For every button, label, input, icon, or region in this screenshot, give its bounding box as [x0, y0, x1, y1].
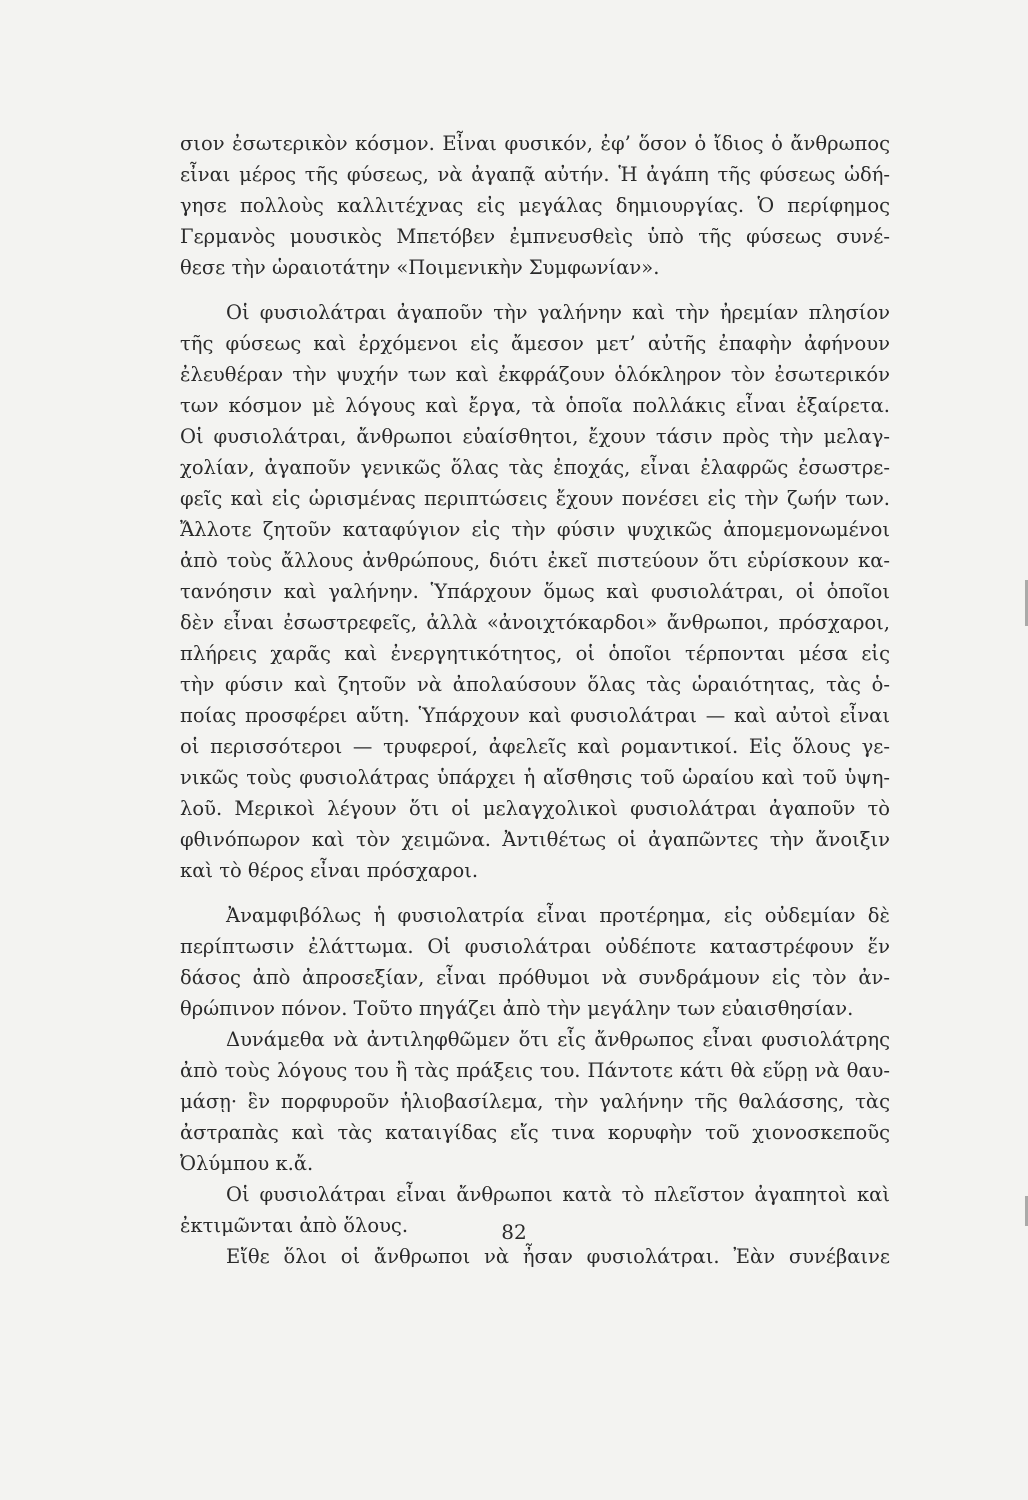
- text-line: δὲν εἶναι ἐσωστρεφεῖς, ἀλλὰ «ἀνοιχτόκαρδοι» ἄνθρωποι, πρόσχαροι,: [180, 611, 890, 634]
- text-line: τῆς φύσεως καὶ ἐρχόμενοι εἰς ἄμεσον μετ’ αὐτῆς ἐπαφὴν ἀφήνουν: [180, 332, 890, 355]
- text-line: πλήρεις χαρᾶς καὶ ἐνεργητικότητος, οἱ ὁποῖοι τέρπονται μέσα εἰς: [180, 642, 890, 665]
- text-line: Ἀναμφιβόλως ἡ φυσιολατρία εἶναι προτέρημα, εἰς οὐδεμίαν δὲ: [226, 904, 890, 927]
- text-line: λοῦ. Μερικοὶ λέγουν ὅτι οἱ μελαγχολικοὶ φυσιολάτραι ἀγαποῦν τὸ: [180, 797, 890, 820]
- paragraph: [180, 1241, 890, 1272]
- text-line: ἐκτιμῶνται ἀπὸ ὅλους.: [180, 1214, 409, 1237]
- paragraph: [180, 128, 890, 283]
- text-line: Εἴθε ὅλοι οἱ ἄνθρωποι νὰ ἦσαν φυσιολάτραι. Ἐὰν συνέβαινε: [226, 1245, 890, 1268]
- text-line: τανόησιν καὶ γαλήνην. Ὑπάρχουν ὅμως καὶ φυσιολάτραι, οἱ ὁποῖοι: [180, 580, 890, 603]
- text-line: Γερμανὸς μουσικὸς Μπετόβεν ἐμπνευσθεὶς ὑπὸ τῆς φύσεως συνέ-: [180, 225, 890, 248]
- text-line: σιον ἐσωτερικὸν κόσμον. Εἶναι φυσικόν, ἐφ’ ὅσον ὁ ἴδιος ὁ ἄνθρωπος: [180, 132, 890, 155]
- text-line: ἀπὸ τοὺς λόγους του ἢ τὰς πράξεις του. Πάντοτε κάτι θὰ εὕρῃ νὰ θαυ-: [180, 1059, 890, 1082]
- paragraph: [180, 1024, 890, 1179]
- text-line: Ὀλύμπου κ.ἄ.: [180, 1152, 314, 1175]
- paragraph-gap: [180, 886, 890, 900]
- text-line: νικῶς τοὺς φυσιολάτρας ὑπάρχει ἡ αἴσθησις τοῦ ὡραίου καὶ τοῦ ὑψη-: [180, 766, 890, 789]
- text-line: εἶναι μέρος τῆς φύσεως, νὰ ἀγαπᾷ αὐτήν. Ἡ ἀγάπη τῆς φύσεως ὡδή-: [180, 163, 890, 186]
- text-line: των κόσμον μὲ λόγους καὶ ἔργα, τὰ ὁποῖα πολλάκις εἶναι ἐξαίρετα.: [180, 394, 890, 417]
- body-text: [180, 128, 890, 1272]
- text-line: θρώπινον πόνον. Τοῦτο πηγάζει ἀπὸ τὴν μεγάλην των εὐαισθησίαν.: [180, 997, 854, 1020]
- text-line: Δυνάμεθα νὰ ἀντιληφθῶμεν ὅτι εἷς ἄνθρωπος εἶναι φυσιολάτρης: [226, 1028, 890, 1051]
- text-line: Οἱ φυσιολάτραι εἶναι ἄνθρωποι κατὰ τὸ πλεῖστον ἀγαπητοὶ καὶ: [226, 1183, 890, 1206]
- text-line: φεῖς καὶ εἰς ὡρισμένας περιπτώσεις ἔχουν πονέσει εἰς τὴν ζωήν των.: [180, 487, 890, 510]
- text-line: περίπτωσιν ἐλάττωμα. Οἱ φυσιολάτραι οὐδέποτε καταστρέφουν ἕν: [180, 935, 890, 958]
- text-line: ποίας προσφέρει αὕτη. Ὑπάρχουν καὶ φυσιολάτραι — καὶ αὐτοὶ εἶναι: [180, 704, 890, 727]
- text-line: δάσος ἀπὸ ἀπροσεξίαν, εἶναι πρόθυμοι νὰ συνδράμουν εἰς τὸν ἀν-: [180, 966, 890, 989]
- text-line: οἱ περισσότεροι — τρυφεροί, ἀφελεῖς καὶ ρομαντικοί. Εἰς ὅλους γε-: [180, 735, 890, 758]
- text-line: μάσῃ· ἓν πορφυροῦν ἡλιοβασίλεμα, τὴν γαλήνην τῆς θαλάσσης, τὰς: [180, 1090, 890, 1113]
- text-line: ἐλευθέραν τὴν ψυχήν των καὶ ἐκφράζουν ὁλόκληρον τὸν ἐσωτερικόν: [180, 363, 890, 386]
- text-line: Οἱ φυσιολάτραι ἀγαποῦν τὴν γαλήνην καὶ τὴν ἠρεμίαν πλησίον: [226, 301, 890, 324]
- page-number: 82: [501, 1220, 527, 1244]
- text-line: γησε πολλοὺς καλλιτέχνας εἰς μεγάλας δημιουργίας. Ὁ περίφημος: [180, 194, 890, 217]
- text-line: χολίαν, ἀγαποῦν γενικῶς ὅλας τὰς ἐποχάς, εἶναι ἐλαφρῶς ἐσωστρε-: [180, 456, 890, 479]
- paragraph: [180, 900, 890, 1024]
- text-line: τὴν φύσιν καὶ ζητοῦν νὰ ἀπολαύσουν ὅλας τὰς ὡραιότητας, τὰς ὁ-: [180, 673, 890, 696]
- text-line: ἀστραπὰς καὶ τὰς καταιγίδας εἴς τινα κορυφὴν τοῦ χιονοσκεποῦς: [180, 1121, 890, 1144]
- text-line: φθινόπωρον καὶ τὸν χειμῶνα. Ἀντιθέτως οἱ ἀγαπῶντες τὴν ἄνοιξιν: [180, 828, 890, 851]
- text-line: θεσε τὴν ὡραιοτάτην «Ποιμενικὴν Συμφωνίαν».: [180, 256, 660, 279]
- text-line: καὶ τὸ θέρος εἶναι πρόσχαροι.: [180, 859, 479, 882]
- text-line: ἀπὸ τοὺς ἄλλους ἀνθρώπους, διότι ἐκεῖ πιστεύουν ὅτι εὑρίσκουν κα-: [180, 549, 890, 572]
- text-line: Ἄλλοτε ζητοῦν καταφύγιον εἰς τὴν φύσιν ψυχικῶς ἀπομεμονωμένοι: [180, 518, 890, 541]
- paragraph-gap: [180, 283, 890, 297]
- paragraph: [180, 297, 890, 886]
- text-line: Οἱ φυσιολάτραι, ἄνθρωποι εὐαίσθητοι, ἔχουν τάσιν πρὸς τὴν μελαγ-: [180, 425, 890, 448]
